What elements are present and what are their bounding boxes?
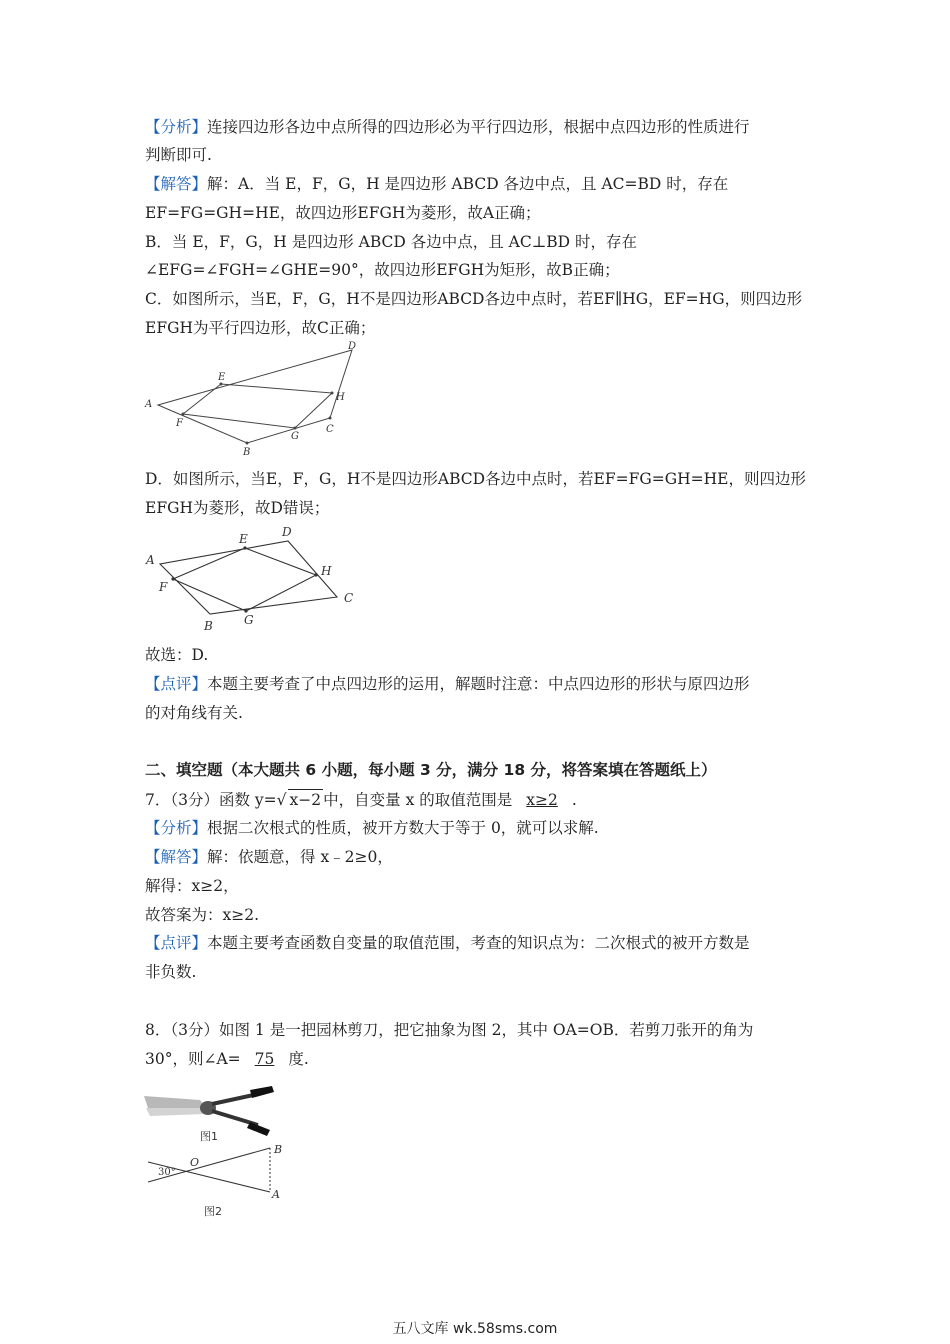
label-g: G <box>291 431 299 442</box>
figure-1-shears <box>140 1078 290 1143</box>
label-a: A <box>145 399 153 410</box>
answer-6-b-line2: ∠EFG=∠FGH=∠GHE=90°，故四边形EFGH为矩形，故B正确； <box>145 261 620 279</box>
angle-label: 30° <box>158 1167 176 1178</box>
label-c: C <box>326 424 334 435</box>
analysis-6-line2: 判断即可. <box>145 146 212 164</box>
comment-6-line1 <box>145 674 810 694</box>
label-e: E <box>239 532 248 546</box>
answer-a-text: 解：A．当 E，F，G，H 是四边形 ABCD 各边中点，且 AC=BD 时，存在 <box>207 175 729 193</box>
label-b: B <box>204 619 213 633</box>
q7-radicand: x−2 <box>289 791 322 809</box>
q7-analysis-text: 根据二次根式的性质，被开方数大于等于 0，就可以求解. <box>207 819 599 837</box>
q7-comment-text1: 本题主要考查函数自变量的取值范围，考查的知识点为：二次根式的被开方数是 <box>207 934 750 952</box>
answer-6-a-line1 <box>145 174 810 194</box>
q7-solution-line3: 故答案为：x≥2. <box>145 906 260 924</box>
answer-6-b-line1: B．当 E，F，G，H 是四边形 ABCD 各边中点，且 AC⊥BD 时，存在 <box>145 233 638 251</box>
q7-comment-line1 <box>145 933 810 953</box>
q8-stem-end: 度. <box>288 1050 309 1068</box>
figure-1-caption: 图1 <box>200 1130 218 1143</box>
analysis-tag: 【分析】 <box>145 118 208 136</box>
q8-answer: 75 <box>254 1050 275 1068</box>
label-b: B <box>243 447 251 458</box>
q7-solution-line2: 解得：x≥2， <box>145 877 239 895</box>
section-title: 二、填空题（本大题共 6 小题，每小题 3 分，满分 18 分，将答案填在答题纸上） <box>145 761 717 779</box>
comment-6-line2: 的对角线有关. <box>145 704 243 722</box>
label-d: D <box>282 525 292 539</box>
label-a: A <box>146 553 155 567</box>
q7-solution-text1: 解：依题意，得 x﹣2≥0， <box>207 848 393 866</box>
label-g: G <box>244 613 254 627</box>
q7-stem-end: . <box>571 791 577 809</box>
label-a: A <box>272 1188 280 1201</box>
q8-stem-pre: 30°，则∠A= <box>145 1050 241 1068</box>
answer-6-d-line2: EFGH为菱形，故D错误； <box>145 499 330 517</box>
comment-tag: 【点评】 <box>145 934 208 952</box>
answer-6-c-line2: EFGH为平行四边形，故C正确； <box>145 319 376 337</box>
analysis-tag: 【分析】 <box>145 819 208 837</box>
figure-c-parallelogram <box>140 340 370 460</box>
label-o: O <box>190 1156 200 1169</box>
answer-tag: 【解答】 <box>145 175 208 193</box>
q7-stem-mid: 中，自变量 x 的取值范围是 <box>323 791 513 809</box>
q7-stem <box>145 789 810 810</box>
answer-6-a-line2: EF=FG=GH=HE，故四边形EFGH为菱形，故A正确； <box>145 204 541 222</box>
answer-6-c-line1: C．如图所示，当E，F，G，H不是四边形ABCD各边中点时，若EF∥HG，EF=HG，则四边形 <box>145 290 803 308</box>
comment-tag: 【点评】 <box>145 675 208 693</box>
label-h: H <box>321 564 332 578</box>
solution-tag: 【解答】 <box>145 848 208 866</box>
analysis-text: 连接四边形各边中点所得的四边形必为平行四边形，根据中点四边形的性质进行 <box>207 118 750 136</box>
label-f: F <box>159 580 168 594</box>
q8-stem-line2 <box>145 1049 810 1069</box>
comment-text: 本题主要考查了中点四边形的运用，解题时注意：中点四边形的形状与原四边形 <box>207 675 750 693</box>
label-c: C <box>344 591 354 605</box>
figure-2-diagram <box>140 1140 290 1218</box>
q7-analysis <box>145 818 810 838</box>
label-d: D <box>348 341 357 352</box>
label-h: H <box>336 392 345 403</box>
figure-2-caption: 图2 <box>204 1205 222 1218</box>
q8-stem-line1: 8．（3分）如图 1 是一把园林剪刀，把它抽象为图 2，其中 OA=OB．若剪刀张开的角为 <box>145 1021 754 1039</box>
label-e: E <box>218 372 226 383</box>
choice-line: 故选：D. <box>145 646 209 664</box>
figure-d-rhombus <box>140 522 370 637</box>
analysis-6-line1 <box>145 117 810 137</box>
footer-watermark: 五八文库 wk.58sms.com <box>392 1321 558 1337</box>
q7-solution-line1 <box>145 847 810 867</box>
answer-6-d-line1: D．如图所示，当E，F，G，H不是四边形ABCD各边中点时，若EF=FG=GH=HE，则四边形 <box>145 470 806 488</box>
q7-stem-pre: 7．（3分）函数 y= <box>145 791 277 809</box>
label-b: B <box>274 1143 283 1156</box>
sqrt-symbol: √ <box>276 791 287 809</box>
q7-answer: x≥2 <box>526 791 558 809</box>
q7-comment-line2: 非负数. <box>145 963 197 981</box>
label-f: F <box>176 418 183 429</box>
